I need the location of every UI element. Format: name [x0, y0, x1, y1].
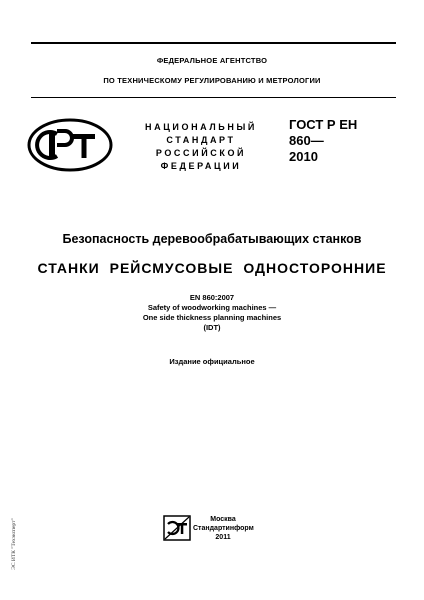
english-line: (IDT) — [203, 323, 221, 332]
agency-line-1: ФЕДЕРАЛЬНОЕ АГЕНТСТВО — [156, 56, 268, 65]
english-title-block — [0, 293, 424, 333]
top-rule — [31, 42, 396, 44]
standartinform-logo-icon — [163, 515, 191, 541]
agency-line-2: ПО ТЕХНИЧЕСКОМУ РЕГУЛИРОВАНИЮ И МЕТРОЛОГИИ — [103, 76, 321, 85]
document-title: СТАНКИ РЕЙСМУСОВЫЕ ОДНОСТОРОННИЕ — [37, 260, 387, 276]
national-standard-block — [138, 121, 264, 173]
english-line: Safety of woodworking machines — — [147, 303, 277, 312]
rst-circle-logo-icon — [27, 118, 113, 172]
standard-designation — [289, 117, 357, 165]
designation-line: ГОСТ Р ЕН — [289, 117, 358, 132]
standard-line: СТАНДАРТ — [166, 135, 236, 145]
document-subtitle: Безопасность деревообрабатывающих станков — [62, 232, 362, 246]
publication-year: 2011 — [215, 534, 231, 541]
publisher-city: Москва — [210, 516, 236, 523]
english-line: One side thickness planning machines — [142, 313, 282, 322]
edition-label: Издание официальное — [169, 357, 255, 366]
designation-line: 860— — [289, 133, 324, 148]
standard-line: ФЕДЕРАЦИИ — [160, 161, 242, 171]
publisher-name: Стандартинформ — [193, 525, 254, 532]
standard-line: НАЦИОНАЛЬНЫЙ — [145, 122, 257, 132]
side-watermark: ЭС ИТК "Техэксперт" — [11, 518, 17, 570]
standard-line: РОССИЙСКОЙ — [155, 148, 247, 158]
designation-line: 2010 — [289, 149, 318, 164]
publisher-block — [193, 515, 253, 542]
header-rule — [31, 97, 396, 98]
english-line: EN 860:2007 — [189, 293, 235, 302]
